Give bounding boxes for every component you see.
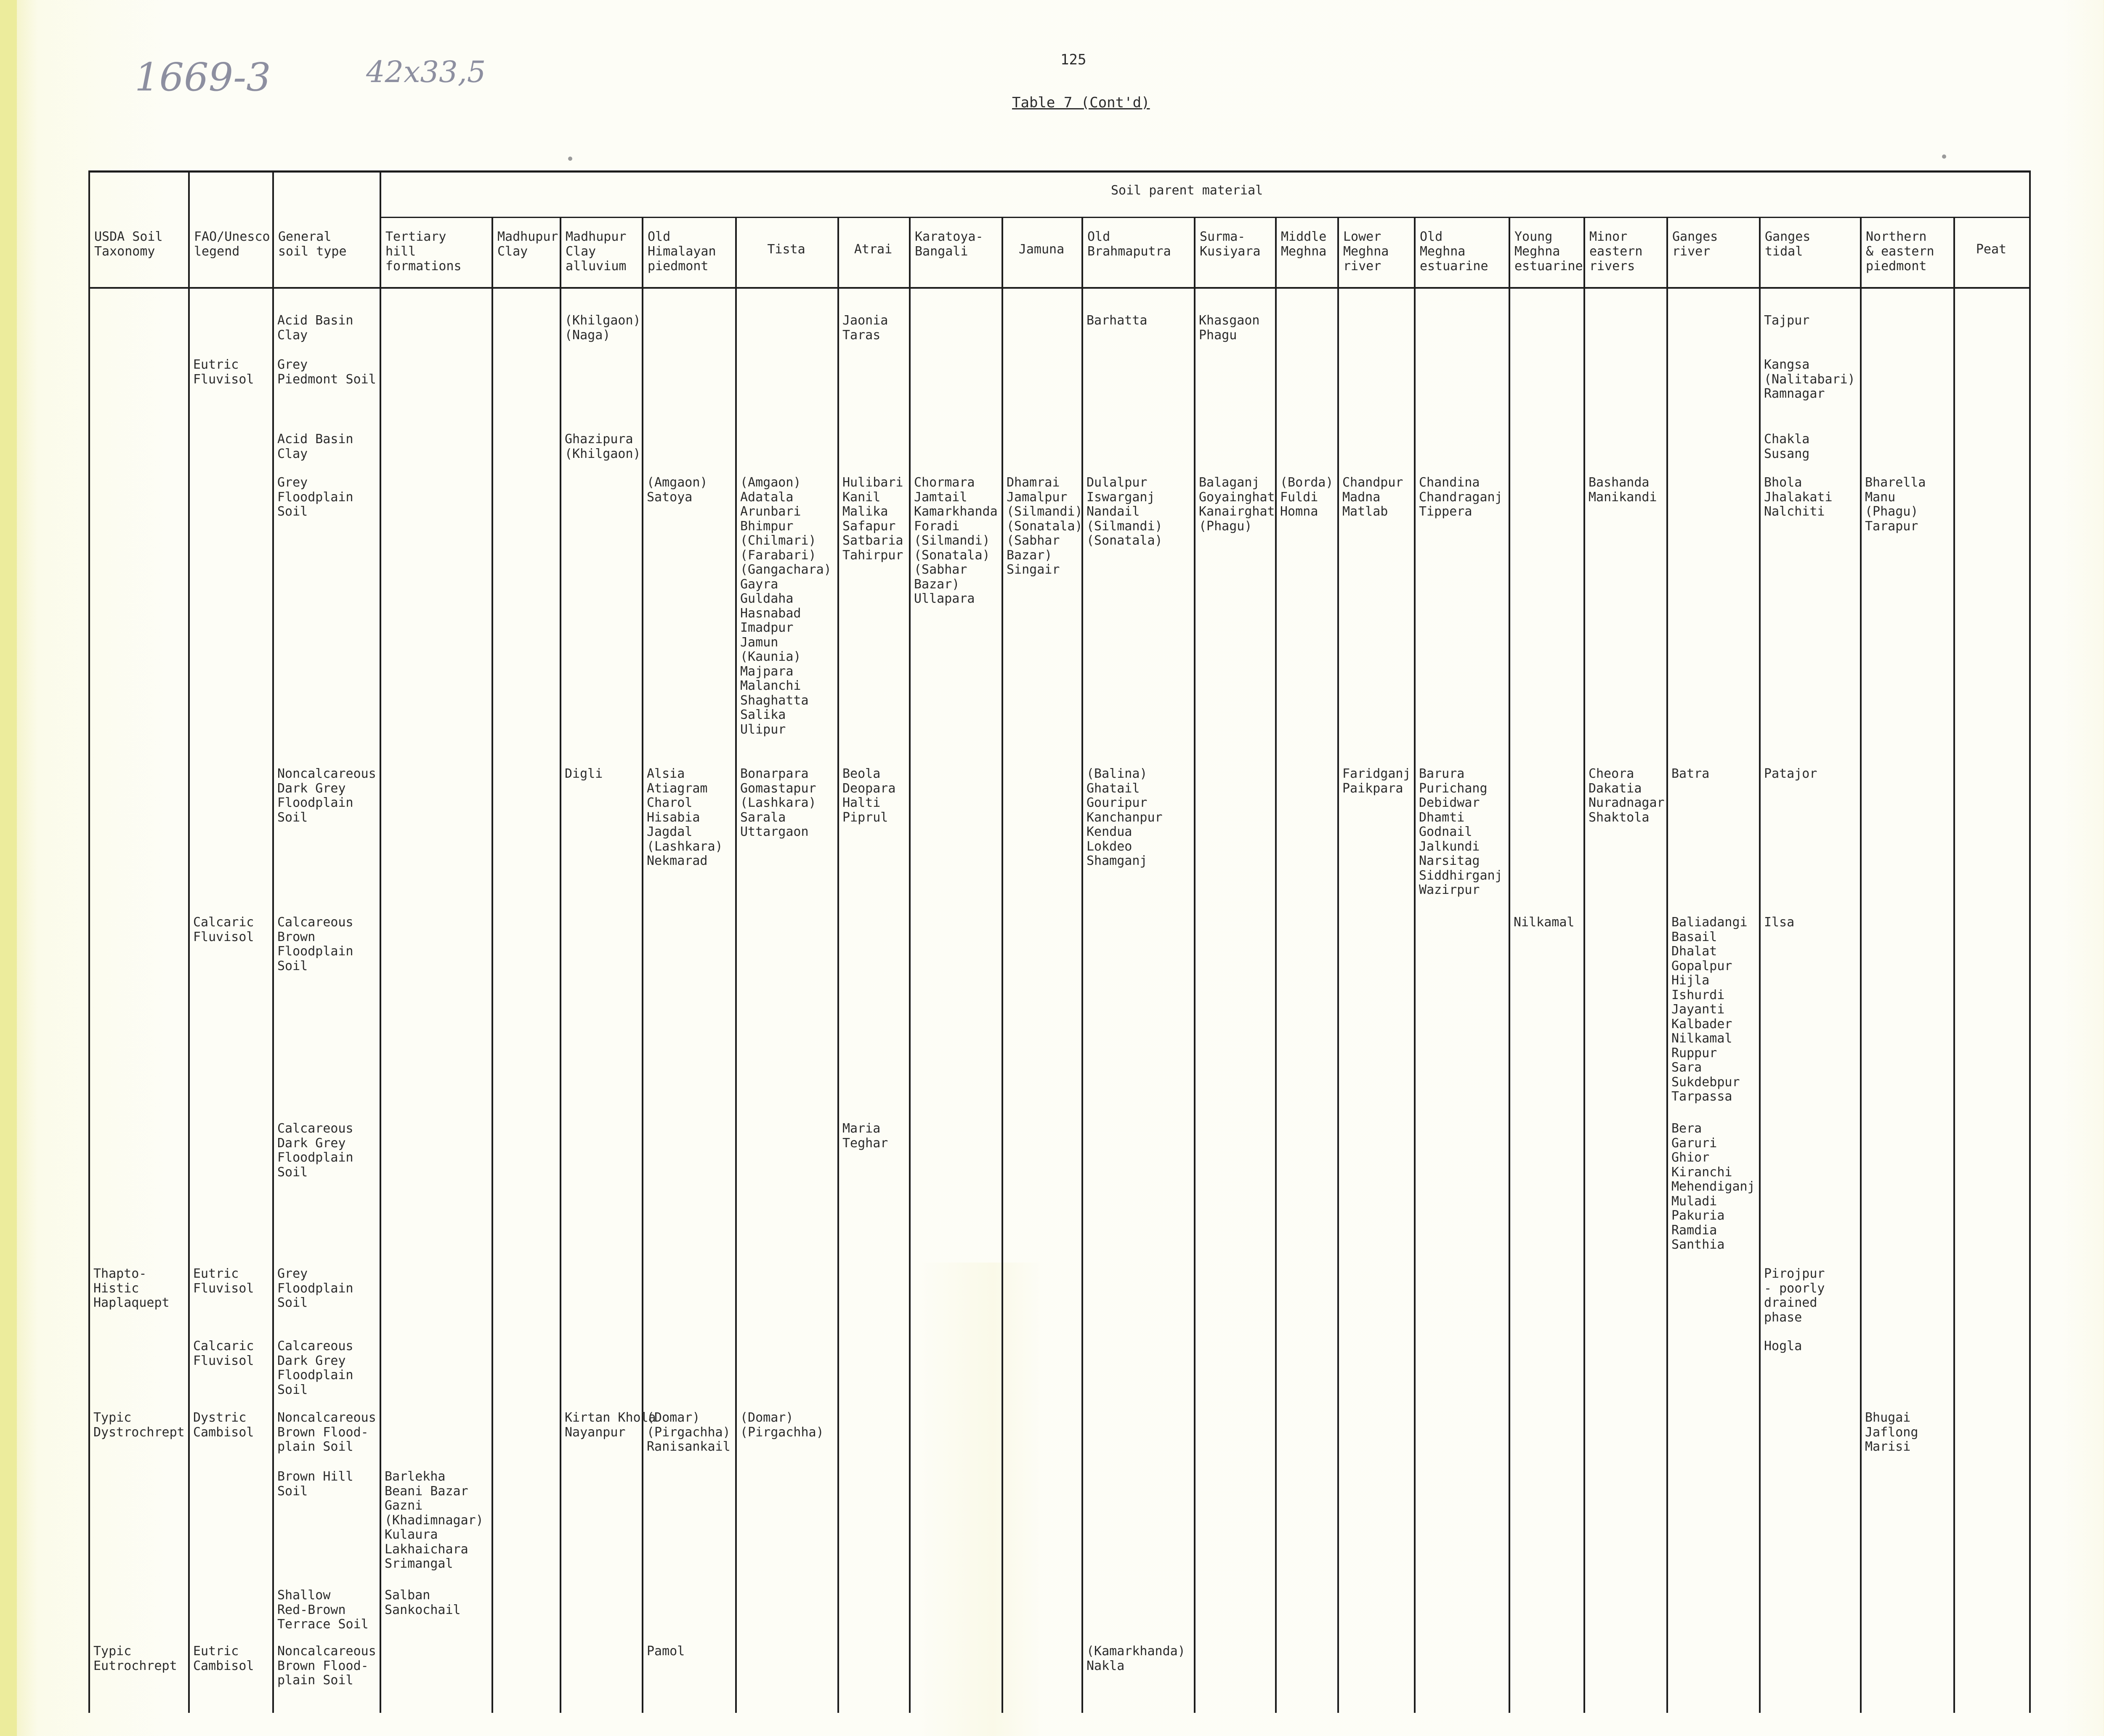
column-header: Madhupur Clay alluvium	[566, 229, 627, 274]
table-cell: Hulibari Kanil Malika Safapur Satbaria Tahirpur	[842, 475, 903, 563]
column-rule	[1509, 217, 1510, 1713]
column-rule	[1275, 217, 1277, 1713]
column-header: Lower Meghna river	[1343, 229, 1389, 274]
column-rule	[272, 170, 274, 1713]
table-cell: Batra	[1671, 766, 1710, 781]
column-rule	[1081, 217, 1083, 1713]
column-rule	[1759, 217, 1761, 1713]
table-cell: Eutric Fluvisol	[193, 1266, 254, 1296]
column-rule	[1860, 217, 1862, 1713]
table-cell: Dulalpur Iswarganj Nandail (Silmandi) (Sonatala)	[1087, 475, 1163, 548]
table-cell: Dystric Cambisol	[193, 1410, 254, 1440]
table-cell: Balaganj Goyainghat Kanairghat (Phagu)	[1199, 475, 1275, 534]
table-title: Table 7 (Cont'd)	[1012, 94, 1150, 111]
table-cell: Bharella Manu (Phagu) Tarapur	[1865, 475, 1926, 534]
column-header: Tista	[767, 242, 805, 257]
table-cell: Eutric Cambisol	[193, 1644, 254, 1673]
handwritten-dimensions: 42x33,5	[366, 55, 486, 89]
table-cell: Digli	[565, 766, 603, 781]
table-cell: Patajor	[1764, 766, 1817, 781]
column-header: Surma- Kusiyara	[1200, 229, 1261, 259]
table-cell: Pamol	[647, 1644, 685, 1659]
table-cell: (Balina) Ghatail Gouripur Kanchanpur Kendua Lokdeo Shamganj	[1087, 766, 1163, 868]
group-header-rule	[380, 217, 2029, 218]
column-header: Northern & eastern piedmont	[1866, 229, 1934, 274]
table-cell: (Borda) Fuldi Homna	[1280, 475, 1334, 519]
column-rule	[1337, 217, 1339, 1713]
column-rule	[380, 170, 381, 1713]
table-cell: Kirtan Khola Nayanpur	[565, 1410, 656, 1440]
table-cell: Noncalcareous Dark Grey Floodplain Soil	[277, 766, 376, 825]
table-cell: Grey Floodplain Soil	[277, 475, 353, 519]
table-cell: Jaonia Taras	[842, 313, 888, 343]
column-rule	[1194, 217, 1195, 1713]
column-header: Karatoya- Bangali	[915, 229, 983, 259]
column-header: Ganges tidal	[1765, 229, 1811, 259]
column-rule	[642, 217, 643, 1713]
group-header: Soil parent material	[1111, 183, 1263, 198]
table-cell: Maria Teghar	[842, 1121, 888, 1151]
table-cell: Bashanda Manikandi	[1589, 475, 1657, 505]
table-cell: Barlekha Beani Bazar Gazni (Khadimnagar) Kulaura Lakhaichara Srimangal	[385, 1469, 483, 1571]
table-cell: Calcaric Fluvisol	[193, 1339, 254, 1368]
column-header: Minor eastern rivers	[1589, 229, 1643, 274]
column-header: Madhupur Clay	[497, 229, 558, 259]
table-cell: Faridganj Paikpara	[1342, 766, 1411, 796]
table-cell: Shallow Red-Brown Terrace Soil	[277, 1588, 369, 1632]
table-cell: Pirojpur - poorly drained phase	[1764, 1266, 1825, 1325]
column-rule	[491, 217, 493, 1713]
column-rule	[1002, 217, 1003, 1713]
table-cell: (Domar) (Pirgachha) Ranisankail	[647, 1410, 731, 1454]
table-cell: Khasgaon Phagu	[1199, 313, 1260, 343]
table-cell: Bhugai Jaflong Marisi	[1865, 1410, 1918, 1454]
column-header: Old Meghna estuarine	[1420, 229, 1488, 274]
table-cell: Eutric Fluvisol	[193, 357, 254, 387]
table-cell: Acid Basin Clay	[277, 313, 353, 343]
table-cell: Bera Garuri Ghior Kiranchi Mehendiganj Muladi Pakuria Ramdia Santhia	[1671, 1121, 1755, 1252]
handwritten-catalog-number: 1669-3	[135, 55, 271, 100]
column-header: Old Himalayan piedmont	[648, 229, 716, 274]
table-cell: Noncalcareous Brown Flood- plain Soil	[277, 1410, 376, 1454]
table-cell: Nilkamal	[1514, 915, 1575, 930]
scan-speck	[1942, 154, 1946, 159]
table-cell: (Kamarkhanda) Nakla	[1087, 1644, 1185, 1673]
column-rule	[1953, 217, 1955, 1713]
table-cell: (Khilgaon) (Naga)	[565, 313, 641, 343]
column-rule	[909, 217, 911, 1713]
table-cell: Thapto- Histic Haplaquept	[93, 1266, 170, 1310]
table-cell: Acid Basin Clay	[277, 432, 353, 461]
table-cell: Noncalcareous Brown Flood- plain Soil	[277, 1644, 376, 1688]
table-cell: Chandina Chandraganj Tippera	[1419, 475, 1503, 519]
scan-speck	[568, 157, 572, 161]
paper-shadow	[917, 1263, 1044, 1736]
column-header: Peat	[1976, 242, 2007, 257]
table-cell: Calcareous Brown Floodplain Soil	[277, 915, 353, 973]
table-cell: Cheora Dakatia Nuradnagar Shaktola	[1589, 766, 1665, 825]
column-header: Jamuna	[1018, 242, 1065, 257]
table-cell: Beola Deopara Halti Piprul	[842, 766, 896, 825]
table-cell: Calcareous Dark Grey Floodplain Soil	[277, 1121, 353, 1180]
table-cell: Barhatta	[1087, 313, 1148, 328]
column-rule	[1666, 217, 1668, 1713]
table-cell: Baliadangi Basail Dhalat Gopalpur Hijla Ishurdi Jayanti Kalbader Nilkamal Ruppur Sara Sukdebpur Tarpassa	[1671, 915, 1748, 1104]
table-cell: Tajpur	[1764, 313, 1810, 328]
column-header: General soil type	[278, 229, 347, 259]
table-cell: Dhamrai Jamalpur (Silmandi) (Sonatala) (Sabhar Bazar) Singair	[1007, 475, 1083, 577]
table-cell: Bonarpara Gomastapur (Lashkara) Sarala Uttargaon	[740, 766, 816, 839]
column-rule	[1414, 217, 1416, 1713]
table-cell: Bhola Jhalakati Nalchiti	[1764, 475, 1833, 519]
yellow-paper-edge	[0, 0, 17, 1736]
table-cell: Barura Purichang Debidwar Dhamti Godnail Jalkundi Narsitag Siddhirganj Wazirpur	[1419, 766, 1503, 897]
table-cell: Salban Sankochail	[385, 1588, 461, 1617]
column-rule	[735, 217, 737, 1713]
table-cell: Brown Hill Soil	[277, 1469, 353, 1499]
table-cell: Calcaric Fluvisol	[193, 915, 254, 944]
column-rule	[2029, 170, 2031, 1713]
table-cell: Grey Floodplain Soil	[277, 1266, 353, 1310]
table-cell: Grey Piedmont Soil	[277, 357, 376, 387]
column-rule	[837, 217, 839, 1713]
column-header: Atrai	[854, 242, 893, 257]
column-header: Old Brahmaputra	[1087, 229, 1171, 259]
table-cell: Typic Eutrochrept	[93, 1644, 177, 1673]
table-cell: Chakla Susang	[1764, 432, 1810, 461]
table-cell: Calcareous Dark Grey Floodplain Soil	[277, 1339, 353, 1397]
table-cell: (Amgaon) Satoya	[647, 475, 708, 505]
column-header: FAO/Unesco legend	[194, 229, 270, 259]
column-header: USDA Soil Taxonomy	[94, 229, 163, 259]
column-header: Young Meghna estuarine	[1514, 229, 1583, 274]
table-cell: Ilsa	[1764, 915, 1795, 930]
table-cell: Hogla	[1764, 1339, 1802, 1353]
column-header: Ganges river	[1672, 229, 1718, 259]
table-cell: (Amgaon) Adatala Arunbari Bhimpur (Chilmari) (Farabari) (Gangachara) Gayra Guldaha Hasnabad Imadpur Jamun (Kaunia) Majpara Malanchi Shaghatta Salika Ulipur	[740, 475, 832, 737]
column-header: Middle Meghna	[1281, 229, 1327, 259]
table-cell: Ghazipura (Khilgaon)	[565, 432, 641, 461]
table-cell: Typic Dystrochrept	[93, 1410, 185, 1440]
table-cell: (Domar) (Pirgachha)	[740, 1410, 824, 1440]
page-number: 125	[1060, 51, 1087, 68]
table-cell: Kangsa (Nalitabari) Ramnagar	[1764, 357, 1855, 401]
column-rule	[188, 170, 190, 1713]
column-rule	[1583, 217, 1585, 1713]
table-cell: Chandpur Madna Matlab	[1342, 475, 1403, 519]
column-rule	[88, 170, 90, 1713]
column-header: Tertiary hill formations	[385, 229, 462, 274]
table-cell: Chormara Jamtail Kamarkhanda Foradi (Silmandi) (Sonatala) (Sabhar Bazar) Ullapara	[914, 475, 998, 606]
column-rule	[560, 217, 561, 1713]
table-cell: Alsia Atiagram Charol Hisabia Jagdal (Lashkara) Nekmarad	[647, 766, 723, 868]
